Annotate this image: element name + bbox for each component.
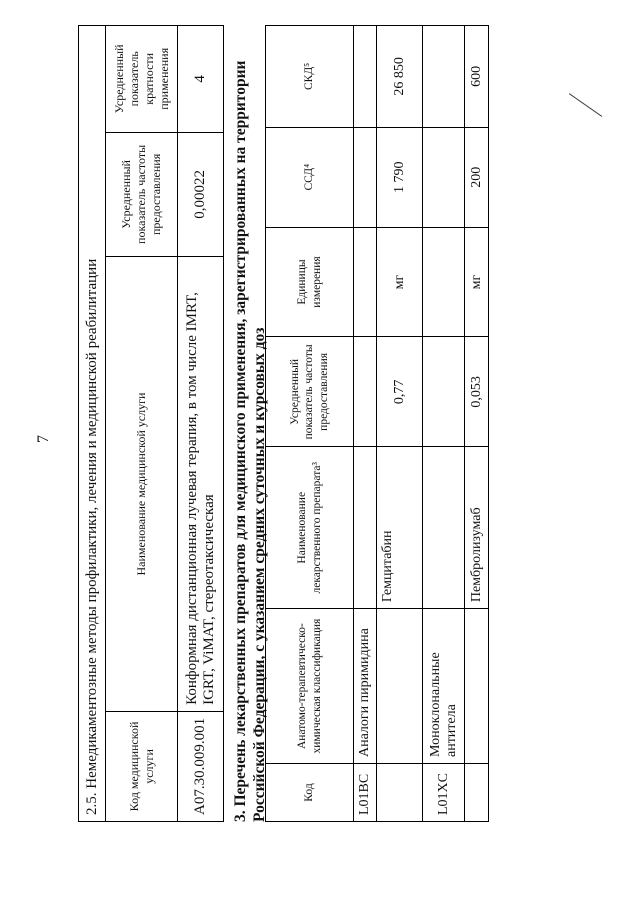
drug-name: Пембролизумаб <box>465 447 489 609</box>
services-table <box>78 25 224 822</box>
header-atc: Анатомо-терапевтическо-химическая классификация <box>266 609 354 764</box>
table-row <box>354 26 377 822</box>
drugs-table <box>265 25 489 822</box>
atc-group: Аналоги пиримидина <box>354 609 377 764</box>
atc-group <box>377 609 423 764</box>
service-frequency: 0,00022 <box>178 132 224 257</box>
drug-ssd <box>354 127 377 227</box>
atc-code <box>377 764 423 822</box>
table-row <box>377 26 423 822</box>
header-service-name: Наименование медицинской услуги <box>106 257 178 712</box>
section-3-heading: 3. Перечень лекарственных препаратов для медицинского применения, зарегистрированных на территории Российской Федерации, с указанием средних суточных и курсовых доз <box>232 60 268 822</box>
drug-units: мг <box>465 227 489 337</box>
atc-code: L01XC <box>423 764 465 822</box>
drug-frequency <box>423 337 465 447</box>
header-ssd: ССД⁴ <box>266 127 354 227</box>
drug-units <box>423 227 465 337</box>
drug-skd: 600 <box>465 26 489 128</box>
drug-frequency: 0,77 <box>377 337 423 447</box>
drug-units: мг <box>377 227 423 337</box>
drug-ssd <box>423 127 465 227</box>
atc-code <box>465 764 489 822</box>
drug-frequency: 0,053 <box>465 337 489 447</box>
drug-units <box>354 227 377 337</box>
drug-skd <box>423 26 465 128</box>
service-multiplicity: 4 <box>178 26 224 133</box>
pen-mark <box>569 93 602 117</box>
header-multiplicity: Усредненный показатель кратности применения <box>106 26 178 133</box>
section-2-5-title: 2.5. Немедикаментозные методы профилактики, лечения и медицинской реабилитации <box>79 26 106 822</box>
drug-ssd: 200 <box>465 127 489 227</box>
header-code: Код <box>266 764 354 822</box>
table-row <box>178 26 224 822</box>
header-frequency: Усредненный показатель частоты предоставления <box>266 337 354 447</box>
atc-code: L01BC <box>354 764 377 822</box>
header-units: Единицы измерения <box>266 227 354 337</box>
service-code: A07.30.009.001 <box>178 711 224 821</box>
atc-group <box>465 609 489 764</box>
drug-name <box>423 447 465 609</box>
table-row <box>465 26 489 822</box>
drug-ssd: 1 790 <box>377 127 423 227</box>
page-number: 7 <box>35 435 52 443</box>
header-drug-name: Наименование лекарственного препарата³ <box>266 447 354 609</box>
drug-skd <box>354 26 377 128</box>
header-frequency: Усредненный показатель частоты предоставления <box>106 132 178 257</box>
drug-skd: 26 850 <box>377 26 423 128</box>
drug-frequency <box>354 337 377 447</box>
atc-group: Моноклональные антитела <box>423 609 465 764</box>
drug-name <box>354 447 377 609</box>
header-service-code: Код медицинской услуги <box>106 711 178 821</box>
header-skd: СКД⁵ <box>266 26 354 128</box>
drug-name: Гемцитабин <box>377 447 423 609</box>
service-name: Конформная дистанционная лучевая терапия, в том числе IMRT, IGRT, ViMAT, стереотаксическая <box>178 257 224 712</box>
table-row <box>423 26 465 822</box>
